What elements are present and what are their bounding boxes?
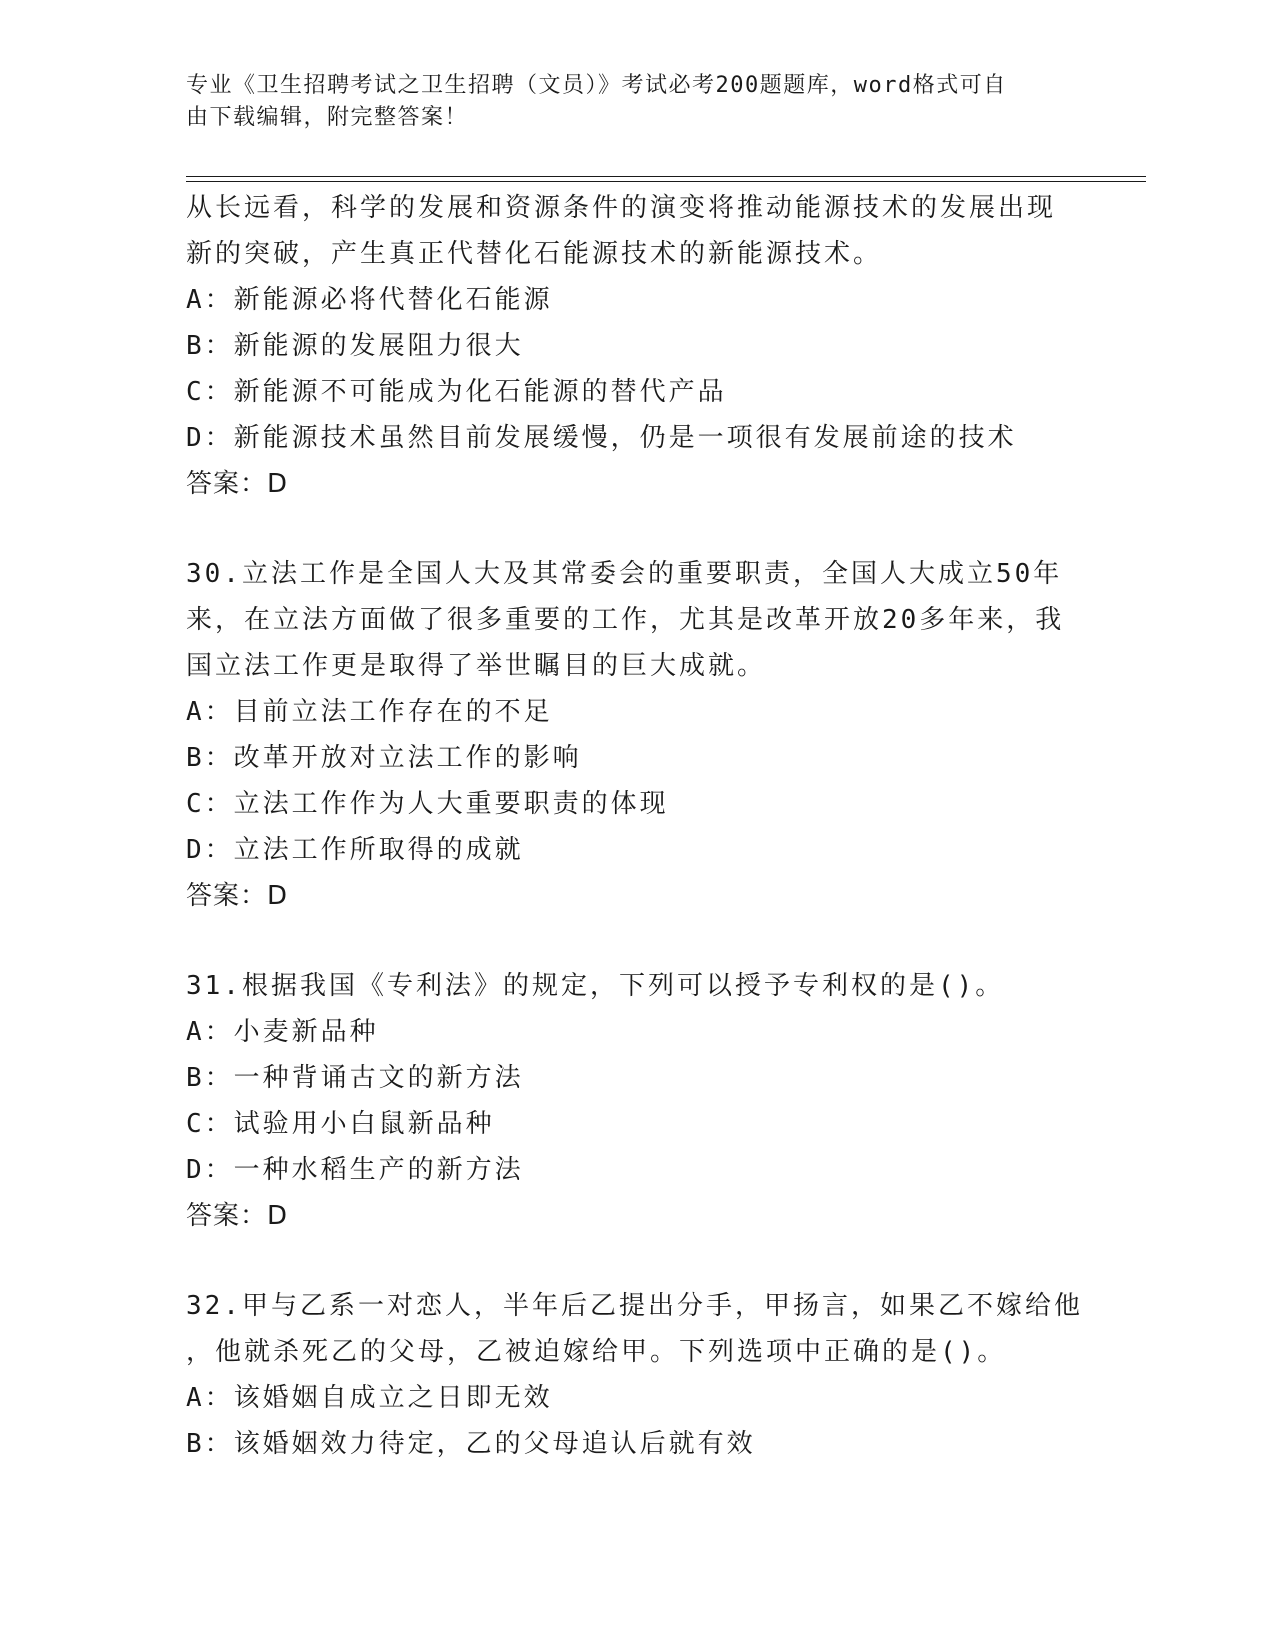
document-header [186, 70, 1066, 134]
answer-line: 答案：D [186, 1201, 289, 1231]
question-block [186, 185, 1086, 507]
question-stem-line: 32.甲与乙系一对恋人，半年后乙提出分手，甲扬言，如果乙不嫁给他 [186, 1291, 1083, 1321]
option-c: C：新能源不可能成为化石能源的替代产品 [186, 377, 727, 407]
answer-line: 答案：D [186, 469, 289, 499]
question-spacer [186, 1239, 1086, 1283]
question-list [186, 185, 1086, 1467]
question-stem-line: 30.立法工作是全国人大及其常委会的重要职责，全国人大成立50年 [186, 559, 1063, 589]
question-stem-line: 国立法工作更是取得了举世瞩目的巨大成就。 [186, 651, 767, 681]
header-line-1: 专业《卫生招聘考试之卫生招聘（文员）》考试必考200题题库，word格式可自 [186, 73, 1007, 98]
option-c: C：立法工作作为人大重要职责的体现 [186, 789, 669, 819]
header-line-2: 由下载编辑，附完整答案！ [186, 105, 469, 130]
option-b: B：新能源的发展阻力很大 [186, 331, 524, 361]
question-stem-line: ，他就杀死乙的父母，乙被迫嫁给甲。下列选项中正确的是()。 [186, 1337, 1007, 1367]
option-d: D：新能源技术虽然目前发展缓慢，仍是一项很有发展前途的技术 [186, 423, 1017, 453]
option-c: C：试验用小白鼠新品种 [186, 1109, 495, 1139]
question-spacer [186, 919, 1086, 963]
question-stem-line: 从长远看，科学的发展和资源条件的演变将推动能源技术的发展出现 [186, 193, 1057, 223]
option-b: B：改革开放对立法工作的影响 [186, 743, 582, 773]
answer-line: 答案：D [186, 881, 289, 911]
question-block [186, 1283, 1086, 1467]
question-block [186, 551, 1086, 919]
option-a: A：目前立法工作存在的不足 [186, 697, 553, 727]
header-divider-bottom [186, 181, 1146, 182]
question-spacer [186, 507, 1086, 551]
question-block [186, 963, 1086, 1239]
option-a: A：小麦新品种 [186, 1017, 379, 1047]
option-b: B：一种背诵古文的新方法 [186, 1063, 524, 1093]
header-divider-top [186, 176, 1146, 177]
option-b: B：该婚姻效力待定，乙的父母追认后就有效 [186, 1429, 756, 1459]
option-d: D：立法工作所取得的成就 [186, 835, 524, 865]
option-a: A：新能源必将代替化石能源 [186, 285, 553, 315]
option-d: D：一种水稻生产的新方法 [186, 1155, 524, 1185]
question-stem-line: 新的突破，产生真正代替化石能源技术的新能源技术。 [186, 239, 883, 269]
question-stem-line: 来，在立法方面做了很多重要的工作，尤其是改革开放20多年来，我 [186, 605, 1065, 635]
option-a: A：该婚姻自成立之日即无效 [186, 1383, 553, 1413]
question-stem-line: 31.根据我国《专利法》的规定，下列可以授予专利权的是()。 [186, 971, 1005, 1001]
